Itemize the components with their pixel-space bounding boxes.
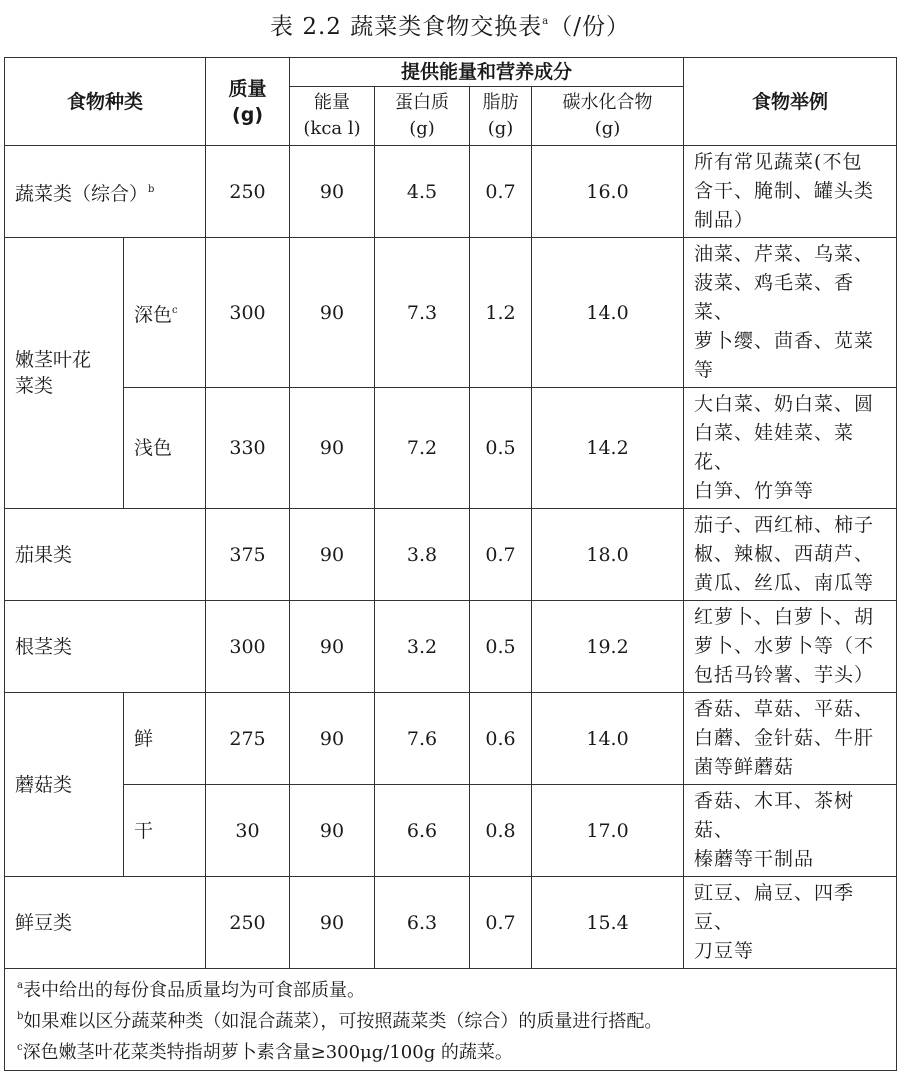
category-cell [5, 146, 206, 238]
protein-cell: 7.6 [375, 693, 470, 785]
header-fat [470, 87, 532, 146]
header-category: 食物种类 [5, 58, 206, 146]
mass-cell: 300 [206, 238, 290, 388]
subcategory-cell: 鲜 [124, 693, 206, 785]
carb-cell: 14.2 [532, 388, 684, 509]
note-text: 表中给出的每份食品质量均为可食部质量。 [22, 980, 365, 1001]
example-line: 香菇、木耳、茶树菇、 [694, 790, 855, 841]
header-examples: 食物举例 [684, 58, 897, 146]
examples-cell [684, 601, 897, 693]
note-text: 如果难以区分蔬菜种类（如混合蔬菜），可按照蔬菜类（综合）的质量进行搭配。 [23, 1011, 663, 1032]
protein-cell: 7.3 [375, 238, 470, 388]
energy-cell: 90 [290, 238, 375, 388]
category-cell: 蘑菇类 [5, 693, 124, 877]
header-mass-unit: (g) [232, 103, 263, 126]
protein-cell: 4.5 [375, 146, 470, 238]
footnote-mark: c [17, 1042, 23, 1053]
carb-cell: 15.4 [532, 877, 684, 969]
fat-cell: 0.8 [470, 785, 532, 877]
table-row [5, 601, 897, 693]
energy-cell: 90 [290, 693, 375, 785]
category-cell: 鲜豆类 [5, 877, 206, 969]
table-row [5, 509, 897, 601]
example-line: 菠菜、鸡毛菜、香菜、 [694, 272, 855, 323]
example-line: 豇豆、扁豆、四季豆、 [694, 882, 855, 933]
energy-cell: 90 [290, 146, 375, 238]
examples-cell [684, 693, 897, 785]
table-row [5, 238, 897, 388]
example-line: 等 [694, 359, 715, 381]
example-line: 红萝卜、白萝卜、胡 [694, 606, 875, 628]
example-line: 萝卜缨、茴香、苋菜 [694, 330, 875, 352]
example-line: 菌等鲜蘑菇 [694, 756, 795, 778]
energy-cell: 90 [290, 785, 375, 877]
footnote-mark: a [17, 980, 23, 991]
header-energy [290, 87, 375, 146]
category-label: 蔬菜类（综合） [15, 182, 149, 205]
mass-cell: 330 [206, 388, 290, 509]
example-line: 刀豆等 [694, 940, 755, 962]
example-line: 椒、辣椒、西葫芦、 [694, 543, 875, 565]
fat-cell: 0.6 [470, 693, 532, 785]
examples-cell [684, 509, 897, 601]
mass-cell: 275 [206, 693, 290, 785]
carb-cell: 14.0 [532, 238, 684, 388]
carb-cell: 14.0 [532, 693, 684, 785]
subcategory-cell [124, 238, 206, 388]
protein-cell: 3.2 [375, 601, 470, 693]
title-text: 表 2.2 蔬菜类食物交换表 [270, 14, 543, 40]
examples-cell [684, 785, 897, 877]
table-title [0, 8, 900, 41]
carb-cell: 18.0 [532, 509, 684, 601]
note-b [5, 1004, 896, 1035]
mass-cell: 250 [206, 146, 290, 238]
examples-cell [684, 238, 897, 388]
subcategory-label: 深色 [134, 303, 173, 326]
header-protein-unit: (g) [409, 118, 435, 139]
header-energy-unit: (kca l) [303, 118, 361, 139]
header-mass [206, 58, 290, 146]
mass-cell: 300 [206, 601, 290, 693]
footnote-mark: b [17, 1011, 24, 1022]
carb-cell: 19.2 [532, 601, 684, 693]
table-row [5, 693, 897, 785]
example-line: 萝卜、水萝卜等（不 [694, 635, 875, 657]
header-protein [375, 87, 470, 146]
table-row [5, 877, 897, 969]
protein-cell: 6.3 [375, 877, 470, 969]
example-line: 大白菜、奶白菜、圆 [694, 393, 875, 415]
carb-cell: 16.0 [532, 146, 684, 238]
subcategory-cell: 干 [124, 785, 206, 877]
header-carb-unit: (g) [594, 118, 621, 139]
table-notes [5, 969, 897, 1071]
category-cell: 茄果类 [5, 509, 206, 601]
header-carb [532, 87, 684, 146]
fat-cell: 1.2 [470, 238, 532, 388]
example-line: 白笋、竹笋等 [694, 480, 815, 502]
energy-cell: 90 [290, 877, 375, 969]
note-c [5, 1035, 896, 1066]
note-a [5, 973, 896, 1004]
example-line: 白蘑、金针菇、牛肝 [694, 727, 875, 749]
fat-cell: 0.7 [470, 146, 532, 238]
examples-cell [684, 877, 897, 969]
protein-cell: 6.6 [375, 785, 470, 877]
notes-row [5, 969, 897, 1071]
title-unit: （/份） [549, 14, 630, 40]
example-line: 制品） [694, 209, 755, 231]
header-protein-label: 蛋白质 [395, 92, 450, 113]
protein-cell: 7.2 [375, 388, 470, 509]
example-line: 含干、腌制、罐头类 [694, 180, 875, 202]
example-line: 香菇、草菇、平菇、 [694, 698, 875, 720]
subcategory-cell: 浅色 [124, 388, 206, 509]
carb-cell: 17.0 [532, 785, 684, 877]
example-line: 油菜、芹菜、乌菜、 [694, 243, 875, 265]
header-row-1 [5, 58, 897, 87]
examples-cell [684, 146, 897, 238]
header-fat-unit: (g) [487, 118, 514, 139]
category-cell [5, 238, 124, 509]
example-line: 所有常见蔬菜(不包 [694, 151, 863, 173]
example-line: 包括马铃薯、芋头） [694, 664, 875, 686]
table-row [5, 146, 897, 238]
header-carb-label: 碳水化合物 [562, 92, 653, 113]
footnote-mark: b [148, 183, 155, 195]
table-row [5, 785, 897, 877]
mass-cell: 30 [206, 785, 290, 877]
header-energy-label: 能量 [314, 92, 351, 113]
note-text: 深色嫩茎叶花菜类特指胡萝卜素含量≥300μg/100g 的蔬菜。 [22, 1042, 513, 1063]
footnote-mark: c [172, 304, 178, 316]
mass-cell: 375 [206, 509, 290, 601]
example-line: 白菜、娃娃菜、菜花、 [694, 422, 855, 473]
example-line: 黄瓜、丝瓜、南瓜等 [694, 572, 875, 594]
fat-cell: 0.7 [470, 877, 532, 969]
category-cell: 根茎类 [5, 601, 206, 693]
table-row [5, 388, 897, 509]
protein-cell: 3.8 [375, 509, 470, 601]
example-line: 茄子、西红柿、柿子 [694, 514, 875, 536]
category-label-line2: 菜类 [15, 375, 54, 397]
energy-cell: 90 [290, 388, 375, 509]
header-nutrients: 提供能量和营养成分 [290, 58, 684, 87]
mass-cell: 250 [206, 877, 290, 969]
energy-cell: 90 [290, 601, 375, 693]
energy-cell: 90 [290, 509, 375, 601]
fat-cell: 0.5 [470, 601, 532, 693]
header-mass-label: 质量 [228, 77, 267, 100]
examples-cell [684, 388, 897, 509]
fat-cell: 0.7 [470, 509, 532, 601]
fat-cell: 0.5 [470, 388, 532, 509]
example-line: 榛蘑等干制品 [694, 848, 815, 870]
title-footnote-mark: a [542, 16, 550, 27]
category-label: 嫩茎叶花 [15, 349, 92, 371]
header-fat-label: 脂肪 [482, 92, 519, 113]
